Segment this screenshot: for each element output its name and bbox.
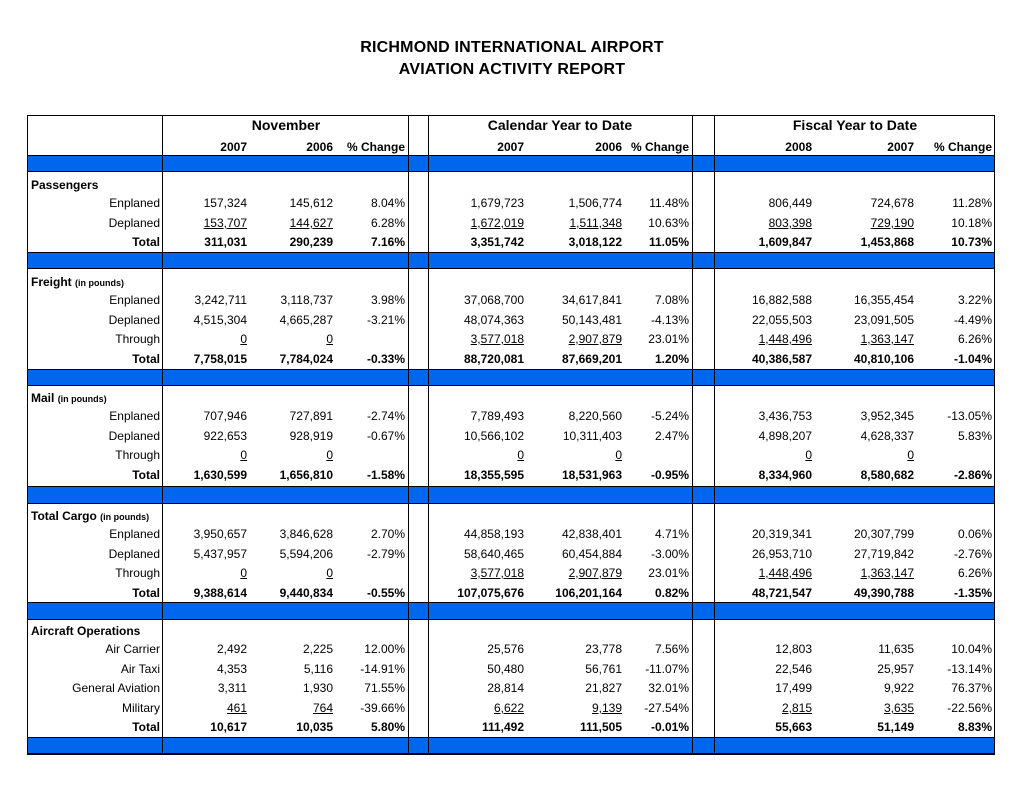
table-cell: 8,220,560 xyxy=(568,409,622,423)
table-cell: 2,225 xyxy=(302,642,333,656)
table-cell: 4,515,304 xyxy=(193,313,247,327)
table-cell: 88,720,081 xyxy=(463,352,524,366)
underlined-value: 1,363,147 xyxy=(860,332,914,346)
row-label: Total xyxy=(132,352,160,366)
section-name: Aircraft Operations xyxy=(31,624,141,638)
section-title xyxy=(31,509,149,524)
column-header: 2006 xyxy=(306,140,333,154)
row-label: Air Taxi xyxy=(120,662,160,676)
table-cell: 87,669,201 xyxy=(561,352,622,366)
column-divider xyxy=(692,115,693,755)
table-cell: 157,324 xyxy=(203,196,247,210)
underlined-value: 0 xyxy=(805,448,812,462)
table-cell: 11.05% xyxy=(648,235,689,249)
underlined-value: 3,577,018 xyxy=(470,332,524,346)
row-label: Enplaned xyxy=(109,196,160,210)
table-cell: 32.01% xyxy=(648,681,689,695)
table-cell xyxy=(512,448,622,462)
section-separator-band xyxy=(28,602,994,620)
table-cell: 806,449 xyxy=(768,196,812,210)
table-cell: 56,761 xyxy=(585,662,622,676)
column-divider xyxy=(408,115,409,755)
table-cell: 50,480 xyxy=(487,662,524,676)
section-separator-band xyxy=(28,737,994,754)
table-cell xyxy=(223,332,333,346)
table-cell: 10.63% xyxy=(648,216,689,230)
table-cell: 3,351,742 xyxy=(470,235,524,249)
table-cell: 10,566,102 xyxy=(463,429,524,443)
table-cell: 48,721,547 xyxy=(751,586,812,600)
underlined-value: 1,363,147 xyxy=(860,566,914,580)
table-cell: 724,678 xyxy=(870,196,914,210)
underlined-value: 0 xyxy=(615,448,622,462)
row-label: Military xyxy=(122,701,160,715)
table-cell xyxy=(702,701,812,715)
table-cell: 20,319,341 xyxy=(751,527,812,541)
table-cell: 727,891 xyxy=(289,409,333,423)
underlined-value: 1,448,496 xyxy=(758,332,812,346)
table-cell: 7.08% xyxy=(654,293,689,307)
table-cell: 23,091,505 xyxy=(853,313,914,327)
table-cell: 8,334,960 xyxy=(758,468,812,482)
table-cell: 3,018,122 xyxy=(568,235,622,249)
table-cell: 4,665,287 xyxy=(279,313,333,327)
underlined-value: 153,707 xyxy=(203,216,247,230)
underlined-value: 0 xyxy=(907,448,914,462)
column-header: % Change xyxy=(346,140,405,154)
underlined-value: 1,511,348 xyxy=(569,216,622,230)
table-cell: 111,492 xyxy=(481,720,524,734)
table-cell: -1.04% xyxy=(953,352,992,366)
table-cell: 8,580,682 xyxy=(860,468,914,482)
row-label: Through xyxy=(115,448,160,462)
table-cell: 12.00% xyxy=(364,642,405,656)
table-cell: -0.55% xyxy=(366,586,405,600)
table-cell: 5.80% xyxy=(370,720,405,734)
table-cell: -0.95% xyxy=(650,468,689,482)
table-cell: 0.82% xyxy=(654,586,689,600)
table-cell: 1,679,723 xyxy=(470,196,524,210)
underlined-value: 0 xyxy=(240,448,247,462)
table-cell: 3.22% xyxy=(957,293,992,307)
report-title: RICHMOND INTERNATIONAL AIRPORT xyxy=(360,39,664,56)
table-cell: 145,612 xyxy=(289,196,333,210)
table-cell: 107,075,676 xyxy=(457,586,524,600)
row-label: Enplaned xyxy=(109,527,160,541)
table-cell: 3,311 xyxy=(217,681,247,695)
table-cell: -4.49% xyxy=(953,313,992,327)
table-cell: 1,453,868 xyxy=(860,235,914,249)
table-cell: 37,068,700 xyxy=(463,293,524,307)
row-label: Through xyxy=(115,566,160,580)
column-header: % Change xyxy=(630,140,689,154)
table-cell xyxy=(702,216,812,230)
table-cell: 111,505 xyxy=(579,720,622,734)
table-cell: 10.73% xyxy=(951,235,992,249)
table-cell: -1.35% xyxy=(953,586,992,600)
underlined-value: 0 xyxy=(326,448,333,462)
section-unit: (in pounds) xyxy=(100,512,150,522)
section-name: Passengers xyxy=(31,178,99,192)
table-cell: -3.21% xyxy=(366,313,405,327)
table-cell xyxy=(414,216,524,230)
table-cell: 12,803 xyxy=(775,642,812,656)
underlined-value: 0 xyxy=(326,566,333,580)
section-title xyxy=(31,391,107,406)
table-cell: 5,116 xyxy=(303,662,333,676)
row-label: Total xyxy=(132,468,160,482)
table-cell: 11.28% xyxy=(952,196,992,210)
table-cell: 3,242,711 xyxy=(194,293,247,307)
row-label: Deplaned xyxy=(108,547,160,561)
table-cell: 311,031 xyxy=(204,235,247,249)
underlined-value: 2,815 xyxy=(781,701,812,715)
row-label: Air Carrier xyxy=(105,642,160,656)
table-cell: 1,506,774 xyxy=(568,196,622,210)
table-cell: 16,882,588 xyxy=(751,293,812,307)
table-cell: 76.37% xyxy=(951,681,992,695)
row-label: Deplaned xyxy=(108,429,160,443)
table-cell: 9,922 xyxy=(883,681,914,695)
table-cell: 23.01% xyxy=(648,332,689,346)
table-cell: -11.07% xyxy=(645,662,689,676)
table-cell: -0.01% xyxy=(650,720,689,734)
column-header: 2006 xyxy=(595,140,622,154)
table-cell: 40,386,587 xyxy=(751,352,812,366)
table-cell: 11.48% xyxy=(649,196,689,210)
table-cell: 71.55% xyxy=(364,681,405,695)
table-cell: -13.14% xyxy=(947,662,992,676)
table-cell: 34,617,841 xyxy=(561,293,622,307)
table-cell: 4,353 xyxy=(216,662,247,676)
table-cell: 4.71% xyxy=(654,527,689,541)
underlined-value: 0 xyxy=(326,332,333,346)
table-cell: 55,663 xyxy=(775,720,812,734)
table-cell: 2,492 xyxy=(216,642,247,656)
table-cell: -2.86% xyxy=(953,468,992,482)
underlined-value: 803,398 xyxy=(768,216,812,230)
section-name: Freight xyxy=(31,275,72,289)
table-cell xyxy=(702,332,812,346)
table-cell: 58,640,465 xyxy=(463,547,524,561)
table-cell: 6.28% xyxy=(370,216,405,230)
group-header: Calendar Year to Date xyxy=(487,117,633,133)
table-cell: 3,952,345 xyxy=(860,409,914,423)
table-cell: 10,035 xyxy=(296,720,333,734)
table-cell: 4,898,207 xyxy=(758,429,812,443)
column-header: % Change xyxy=(933,140,992,154)
table-cell: -22.56% xyxy=(947,701,992,715)
table-cell: 28,814 xyxy=(487,681,524,695)
section-separator-band xyxy=(28,155,994,172)
table-cell: 8.83% xyxy=(957,720,992,734)
underlined-value: 1,448,496 xyxy=(758,566,812,580)
underlined-value: 0 xyxy=(517,448,524,462)
table-cell: 23,778 xyxy=(585,642,622,656)
table-cell: 23.01% xyxy=(648,566,689,580)
section-unit: (in pounds) xyxy=(75,278,125,288)
row-label: Enplaned xyxy=(109,409,160,423)
table-cell: 27,719,842 xyxy=(853,547,914,561)
table-cell: -0.67% xyxy=(366,429,405,443)
underlined-value: 3,635 xyxy=(883,701,914,715)
table-cell: 7,758,015 xyxy=(193,352,247,366)
table-cell: 44,858,193 xyxy=(463,527,524,541)
table-cell: 5.83% xyxy=(957,429,992,443)
underlined-value: 2,907,879 xyxy=(568,332,622,346)
table-cell: 10.04% xyxy=(951,642,992,656)
table-cell xyxy=(414,566,524,580)
underlined-value: 461 xyxy=(226,701,247,715)
table-cell: 6.26% xyxy=(957,332,992,346)
table-cell: 42,838,401 xyxy=(561,527,622,541)
row-label: Through xyxy=(115,332,160,346)
table-cell: 928,919 xyxy=(289,429,333,443)
table-cell: 17,499 xyxy=(775,681,812,695)
section-name: Mail xyxy=(31,391,55,405)
table-cell: -1.58% xyxy=(366,468,405,482)
table-cell: 22,055,503 xyxy=(751,313,812,327)
table-cell: -0.33% xyxy=(366,352,405,366)
group-header: November xyxy=(251,117,321,133)
table-cell: 10,617 xyxy=(210,720,247,734)
row-label: Deplaned xyxy=(108,313,160,327)
table-cell: 16,355,454 xyxy=(853,293,914,307)
table-cell: 3.98% xyxy=(370,293,405,307)
underlined-value: 6,622 xyxy=(493,701,524,715)
section-separator-band xyxy=(28,486,994,504)
table-cell: -2.74% xyxy=(366,409,405,423)
row-label: General Aviation xyxy=(72,681,160,695)
row-label: Total xyxy=(132,586,160,600)
table-cell: 7,789,493 xyxy=(470,409,524,423)
table-cell xyxy=(414,448,524,462)
table-cell: 9,440,834 xyxy=(279,586,333,600)
table-cell: 8.04% xyxy=(370,196,405,210)
table-cell: 1,656,810 xyxy=(279,468,333,482)
underlined-value: 2,907,879 xyxy=(568,566,622,580)
section-title xyxy=(31,178,98,192)
table-cell: 51,149 xyxy=(877,720,914,734)
table-cell xyxy=(702,448,812,462)
table-cell: 7,784,024 xyxy=(279,352,333,366)
table-cell xyxy=(804,448,914,462)
table-cell: -3.00% xyxy=(650,547,689,561)
table-cell: 18,531,963 xyxy=(561,468,622,482)
table-cell: -14.91% xyxy=(360,662,405,676)
table-cell: -4.13% xyxy=(650,313,689,327)
table-cell: 11,635 xyxy=(878,642,914,656)
column-header: 2007 xyxy=(220,140,247,154)
section-title xyxy=(31,275,124,290)
table-cell: 290,239 xyxy=(289,235,333,249)
column-header: 2008 xyxy=(785,140,812,154)
table-cell: 10,311,403 xyxy=(562,429,622,443)
table-cell: 707,946 xyxy=(203,409,247,423)
table-cell: 22,546 xyxy=(775,662,812,676)
table-cell: 25,957 xyxy=(877,662,914,676)
table-cell: 2.70% xyxy=(370,527,405,541)
table-cell: 1,609,847 xyxy=(758,235,812,249)
group-header: Fiscal Year to Date xyxy=(792,117,918,133)
table-cell: 4,628,337 xyxy=(860,429,914,443)
table-cell: -2.79% xyxy=(366,547,405,561)
table-cell: 2.47% xyxy=(654,429,689,443)
section-unit: (in pounds) xyxy=(57,394,107,404)
underlined-value: 1,672,019 xyxy=(470,216,524,230)
section-separator-band xyxy=(28,369,994,386)
table-cell: 48,074,363 xyxy=(463,313,524,327)
table-cell: 5,437,957 xyxy=(193,547,247,561)
report-subtitle: AVIATION ACTIVITY REPORT xyxy=(398,61,626,78)
table-cell: 60,454,884 xyxy=(561,547,622,561)
row-label: Enplaned xyxy=(109,293,160,307)
underlined-value: 764 xyxy=(312,701,333,715)
table-cell: 26,953,710 xyxy=(751,547,812,561)
table-cell: 1,930 xyxy=(302,681,333,695)
table-cell: 7.16% xyxy=(370,235,405,249)
table-cell xyxy=(223,566,333,580)
table-cell: 50,143,481 xyxy=(561,313,622,327)
underlined-value: 0 xyxy=(240,332,247,346)
table-cell: 1,630,599 xyxy=(193,468,247,482)
table-cell: 3,846,628 xyxy=(279,527,333,541)
table-cell: 0.06% xyxy=(957,527,992,541)
column-header: 2007 xyxy=(887,140,914,154)
table-cell: 1.20% xyxy=(654,352,689,366)
table-cell: 49,390,788 xyxy=(853,586,914,600)
table-cell xyxy=(223,448,333,462)
table-cell: -39.66% xyxy=(360,701,405,715)
table-cell: -13.05% xyxy=(947,409,992,423)
table-cell: 7.56% xyxy=(654,642,689,656)
table-cell: -2.76% xyxy=(953,547,992,561)
table-cell: 40,810,106 xyxy=(853,352,914,366)
underlined-value: 9,139 xyxy=(591,701,622,715)
table-cell: 21,827 xyxy=(585,681,622,695)
table-cell: 9,388,614 xyxy=(193,586,247,600)
table-cell: 3,436,753 xyxy=(758,409,812,423)
table-cell: 3,950,657 xyxy=(193,527,247,541)
row-label: Total xyxy=(132,235,160,249)
table-cell xyxy=(414,701,524,715)
table-cell: 10.18% xyxy=(951,216,992,230)
table-cell: 5,594,206 xyxy=(279,547,333,561)
table-cell: 6.26% xyxy=(957,566,992,580)
table-cell: 25,576 xyxy=(487,642,524,656)
table-cell: 20,307,799 xyxy=(853,527,914,541)
underlined-value: 0 xyxy=(240,566,247,580)
underlined-value: 729,190 xyxy=(870,216,914,230)
table-cell xyxy=(702,566,812,580)
column-header: 2007 xyxy=(497,140,524,154)
table-cell: 3,118,737 xyxy=(280,293,333,307)
section-separator-band xyxy=(28,252,994,269)
table-cell: 18,355,595 xyxy=(463,468,524,482)
underlined-value: 144,627 xyxy=(289,216,333,230)
section-title xyxy=(31,624,140,638)
row-label: Deplaned xyxy=(108,216,160,230)
section-name: Total Cargo xyxy=(31,509,97,523)
row-label: Total xyxy=(132,720,160,734)
underlined-value: 3,577,018 xyxy=(470,566,524,580)
table-cell: 106,201,164 xyxy=(555,586,622,600)
table-cell: 922,653 xyxy=(203,429,247,443)
table-cell xyxy=(414,332,524,346)
table-cell: -27.54% xyxy=(644,701,689,715)
table-cell: -5.24% xyxy=(650,409,689,423)
